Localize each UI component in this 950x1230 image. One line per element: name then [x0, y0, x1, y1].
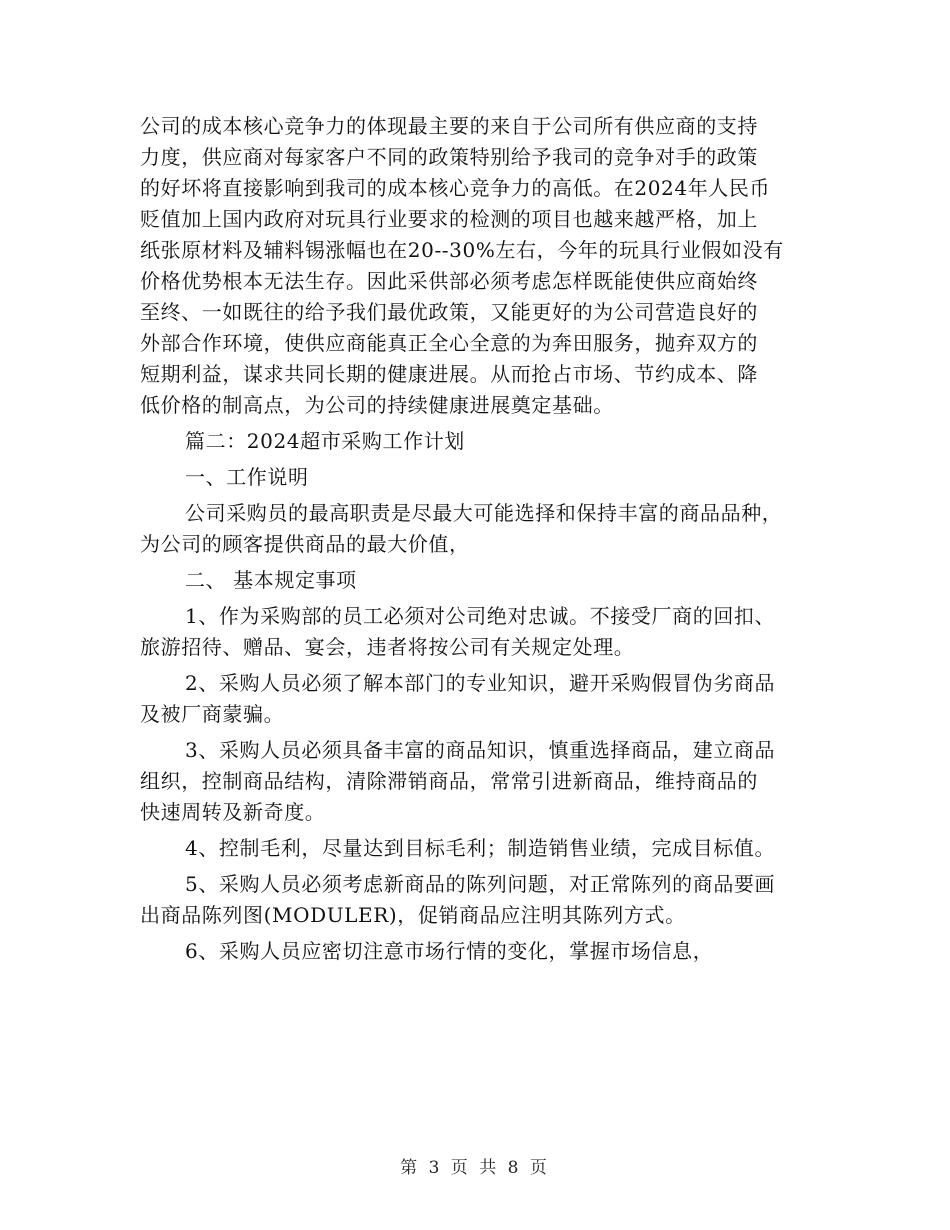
text-line: 低价格的制高点，为公司的持续健康进展奠定基础。: [140, 393, 614, 417]
text-line: 价格优势根本无法生存。因此采供部必须考虑怎样既能使供应商始终: [140, 269, 758, 293]
text-line: 3、采购人员必须具备丰富的商品知识，慎重选择商品，建立商品: [185, 738, 776, 762]
text-line: 短期利益，谋求共同长期的健康进展。从而抢占市场、节约成本、降: [140, 362, 758, 386]
text-line: 1、作为采购部的员工必须对公司绝对忠诚。不接受厂商的回扣、: [185, 604, 776, 628]
text-line: 篇二：2024超市采购工作计划: [185, 429, 465, 453]
text-line: 二、 基本规定事项: [185, 568, 357, 592]
text-line: 5、采购人员必须考虑新商品的陈列问题，对正常陈列的商品要画: [185, 872, 776, 896]
paragraph-p1: [140, 111, 820, 421]
paragraph-p10: [140, 869, 820, 931]
text-line: 旅游招待、赠品、宴会，违者将按公司有关规定处理。: [140, 635, 635, 659]
paragraph-p7: [140, 668, 820, 730]
text-line: 2、采购人员必须了解本部门的专业知识，避开采购假冒伪劣商品: [185, 671, 776, 695]
text-line: 纸张原材料及辅料锡涨幅也在20--30%左右，今年的玩具行业假如没有: [140, 238, 784, 262]
paragraph-p5: [140, 565, 820, 596]
text-line: 至终、一如既往的给予我们最优政策，又能更好的为公司营造良好的: [140, 300, 758, 324]
text-line: 组织，控制商品结构，清除滞销商品，常常引进新商品，维持商品的: [140, 769, 758, 793]
text-line: 外部合作环境，使供应商能真正全心全意的为奔田服务，抛弃双方的: [140, 331, 758, 355]
paragraph-p11: [140, 936, 820, 967]
text-line: 力度，供应商对每家客户不同的政策特别给予我司的竞争对手的政策: [140, 145, 758, 169]
text-line: 快速周转及新奇度。: [140, 800, 326, 824]
paragraph-p6: [140, 601, 820, 663]
paragraph-p2: [140, 426, 820, 457]
text-line: 出商品陈列图(MODULER)，促销商品应注明其陈列方式。: [140, 903, 686, 927]
text-line: 4、控制毛利，尽量达到目标毛利；制造销售业绩，完成目标值。: [185, 836, 776, 860]
text-line: 及被厂商蒙骗。: [140, 702, 285, 726]
text-line: 公司采购员的最高职责是尽最大可能选择和保持丰富的商品品种，: [185, 501, 783, 525]
paragraph-p4: [140, 498, 820, 560]
text-line: 6、采购人员应密切注意市场行情的变化，掌握市场信息，: [185, 939, 714, 963]
page-number-footer: 第 3 页 共 8 页: [400, 1158, 550, 1178]
text-line: 一、工作说明: [185, 465, 309, 489]
paragraph-p3: [140, 462, 820, 493]
document-body: [140, 111, 820, 967]
paragraph-p8: [140, 735, 820, 828]
text-line: 公司的成本核心竞争力的体现最主要的来自于公司所有供应商的支持: [140, 114, 758, 138]
paragraph-p9: [140, 833, 820, 864]
text-line: 为公司的顾客提供商品的最大价值，: [140, 532, 470, 556]
text-line: 的好坏将直接影响到我司的成本核心竞争力的高低。在2024年人民币: [140, 176, 771, 200]
text-line: 贬值加上国内政府对玩具行业要求的检测的项目也越来越严格，加上: [140, 207, 758, 231]
